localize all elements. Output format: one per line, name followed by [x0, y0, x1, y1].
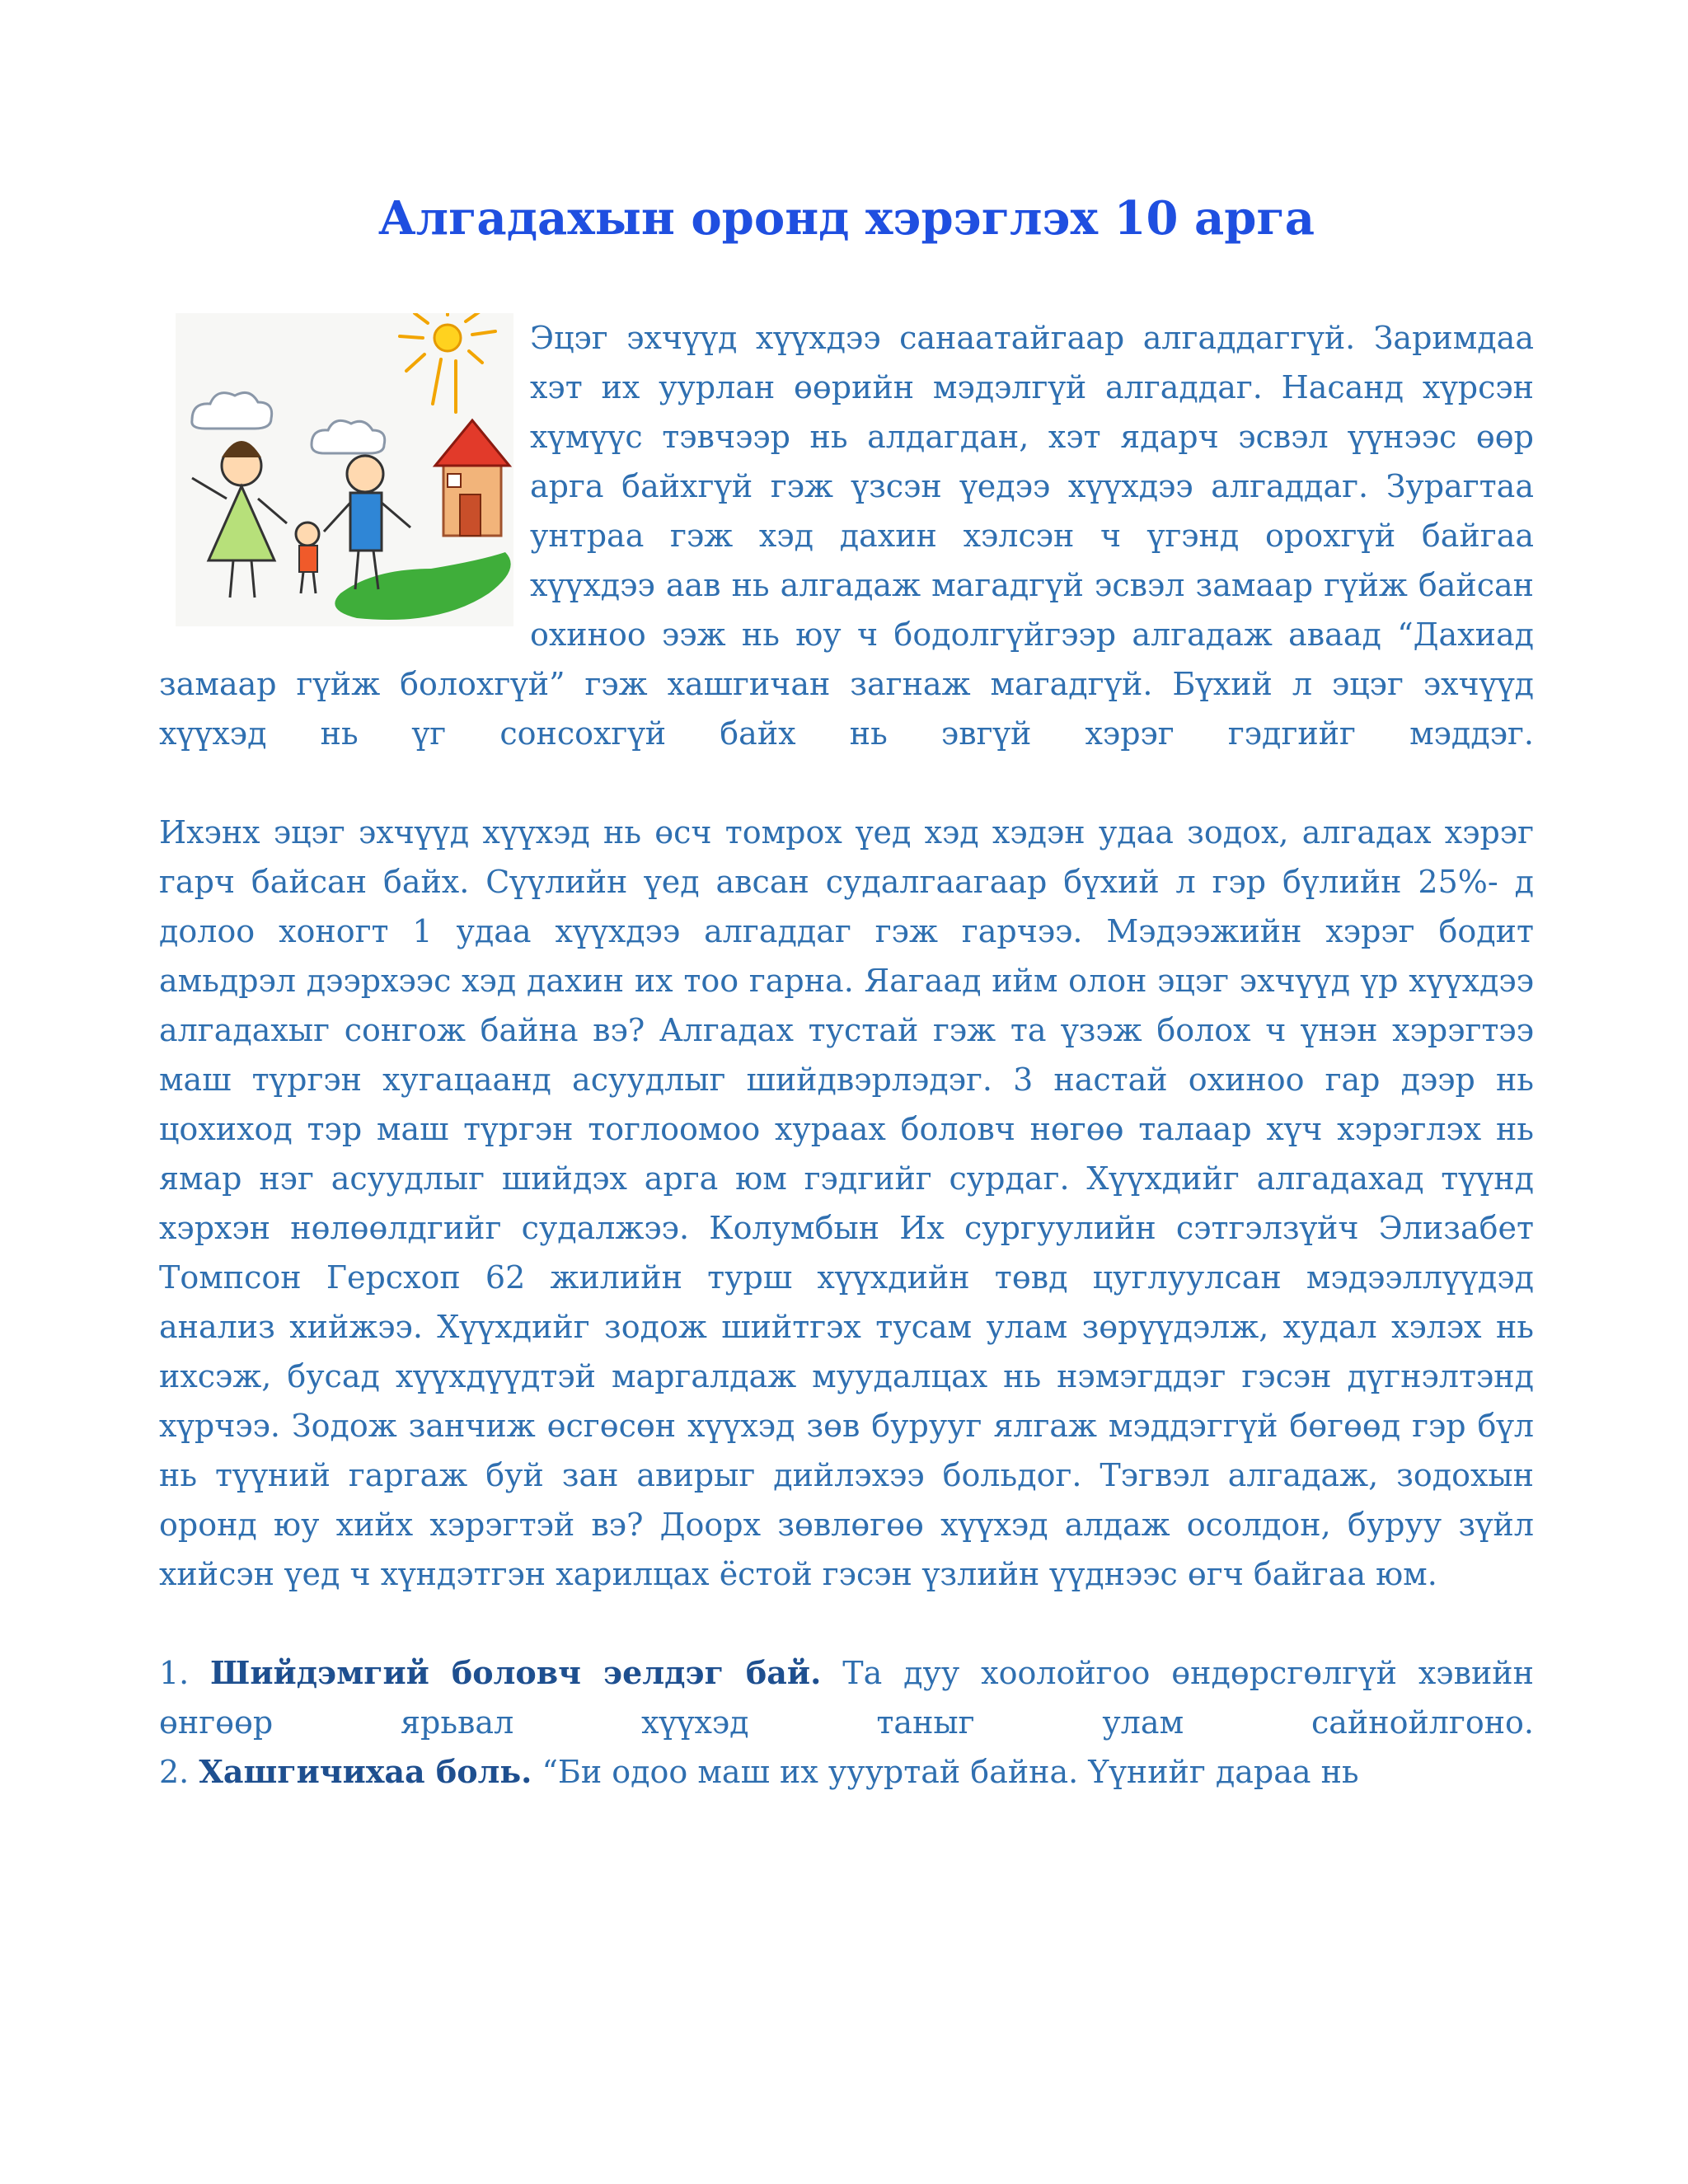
tip-2-heading: Хашгичихаа боль. [199, 1753, 532, 1790]
tip-1-text: Та дуу хоолойгоо өндөрсгөлгүй хэвийн өнгөөр ярьвал хүүхэд таныг улам сайнойлгоно. [159, 1655, 1534, 1741]
paragraph-intro: Эцэг эхчүүд хүүхдээ санаатайгаар алгаддаггүй. Заримдаа хэт их уурлан өөрийн мэдэлгүй алгаддаг. Насанд хүрсэн хүмүүс тэвчээр нь алдагдан, хэт ядарч эсвэл үүнээс өөр арга байхгүй гэж үзсэн үедээ хүүхдээ алгаддаг. Зурагтаа унтраа гэж хэд дахин хэлсэн ч үгэнд орохгүй байгаа хүүхдээ аав нь алгадаж магадгүй эсвэл замаар гүйж байсан охиноо ээж нь юу ч бодолгүйгээр алгадаж аваад “Дахиад замаар гүйж болохгүй” гэж хашгичан загнаж магадгүй. Бүхий л эцэг эхчүүд хүүхэд нь үг сонсохгүй байх нь эвгүй хэрэг гэдгийг мэддэг. [159, 320, 1534, 752]
paragraph-research: Ихэнх эцэг эхчүүд хүүхэд нь өсч томрох үед хэд хэдэн удаа зодох, алгадах хэрэг гарч байсан байх. Сүүлийн үед авсан судалгаагаар бүхий л гэр бүлийн 25%- д долоо хоногт 1 удаа хүүхдээ алгаддаг гэж гарчээ. Мэдээжийн хэрэг бодит амьдрэл дээрхээс хэд дахин их тоо гарна. Яагаад ийм олон эцэг эхчүүд үр хүүхдээ алгадахыг сонгож байна вэ? Алгадах тустай гэж та үзэж болох ч үнэн хэрэгтээ маш түргэн хугацаанд асуудлыг шийдвэрлэдэг. 3 настай охиноо гар дээр нь цохиход тэр маш түргэн тоглоомоо хураах боловч нөгөө талаар хүч хэрэглэх нь ямар нэг асуудлыг шийдэх арга юм гэдгийг сурдаг. Хүүхдийг алгадахад түүнд хэрхэн нөлөөлдгийг судалжээ. Колумбын Их сургуулийн сэтгэлзүйч Элизабет Томпсон Герсхоп 62 жилийн турш хүүхдийн төвд цуглуулсан мэдээллүүдэд анализ хийжээ. Хүүхдийг зодож шийтгэх тусам улам зөрүүдэлж, худал хэлэх нь ихсэж, бусад хүүхдүүдтэй маргалдаж муудалцах нь нэмэгддэг гэсэн дүгнэлтэнд хүрчээ. Зодож занчиж өсгөсөн хүүхэд зөв бурууг ялгаж мэддэггүй бөгөөд гэр бүл нь түүний гаргаж буй зан авирыг дийлэхээ больдог. Тэгвэл алгадаж, зодохын оронд юу хийх хэрэгтэй вэ? Доорх зөвлөгөө хүүхэд алдаж осолдон, буруу зүйл хийсэн үед ч хүндэтгэн харилцах ёстой гэсэн үзлийн үүднээс өгч байгаа юм. [159, 814, 1534, 1592]
family-drawing-illustration [176, 313, 513, 626]
tip-1 [159, 1648, 1534, 1747]
tip-1-heading: Шийдэмгий боловч эелдэг бай. [210, 1654, 822, 1691]
tip-2-text: “Би одоо маш их уууртай байна. Үүнийг дараа нь [542, 1754, 1359, 1790]
paragraph-gap [159, 758, 1534, 808]
tip-2 [159, 1747, 1534, 1797]
page-title: Алгадахын оронд хэрэглэх 10 арга [378, 191, 1315, 246]
tip-2-number: 2. [159, 1754, 190, 1790]
paragraph-gap [159, 1599, 1534, 1648]
tip-1-number: 1. [159, 1655, 190, 1691]
document-body [159, 313, 1534, 1797]
